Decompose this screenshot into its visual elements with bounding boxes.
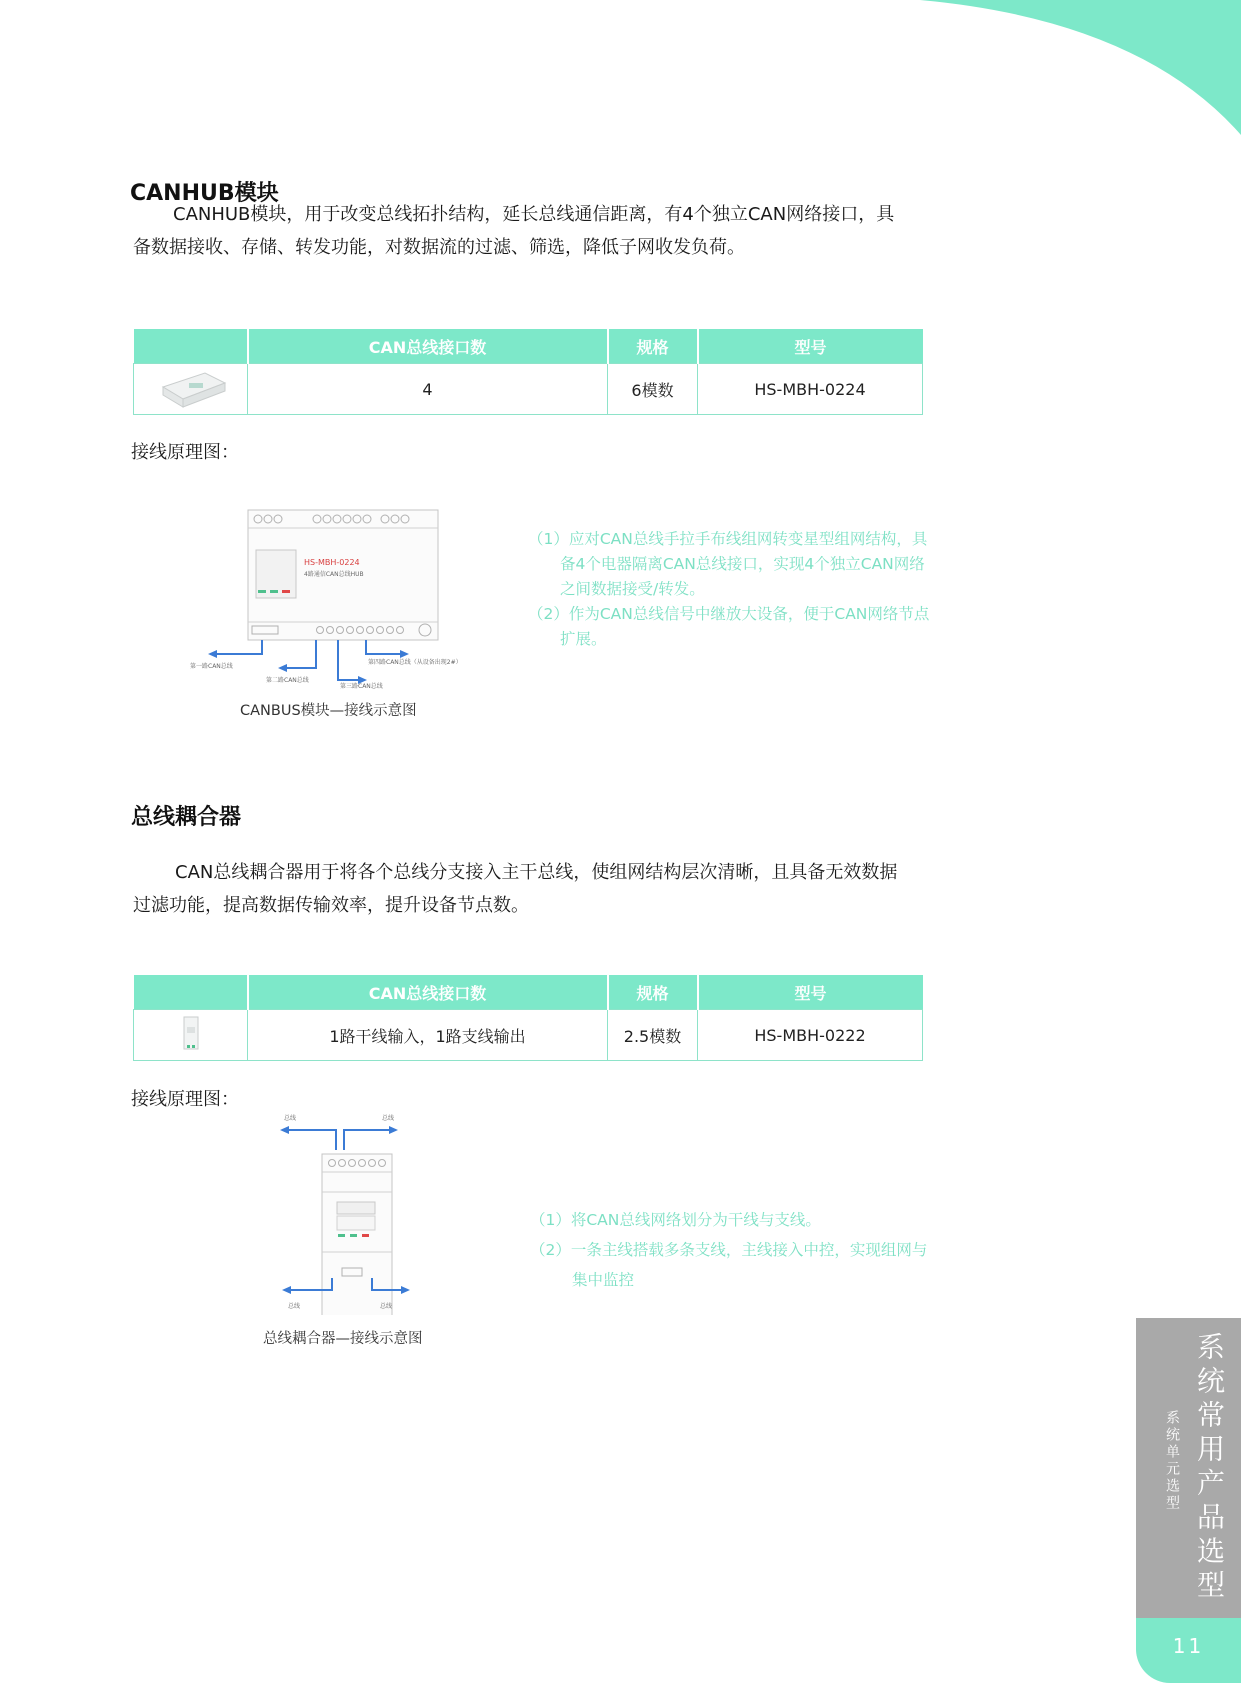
table-header-row — [134, 975, 923, 1010]
note-line: 之间数据接受/转发。 — [560, 580, 705, 598]
wiring-label-coupler: 接线原理图： — [131, 1089, 239, 1110]
diagram-label: 总线 — [284, 1115, 297, 1122]
table-header-image — [134, 329, 248, 364]
sidebar-title: 系统常用产品选型 — [1193, 1332, 1226, 1604]
spec-table-coupler — [133, 975, 923, 1061]
wiring-label-canhub: 接线原理图： — [131, 442, 239, 463]
section-description-coupler — [133, 856, 1003, 922]
canhub-wiring-diagram — [190, 500, 480, 690]
table-header-interfaces: CAN总线接口数 — [248, 975, 608, 1010]
table-header-image — [134, 975, 248, 1010]
diagram-caption-coupler: 总线耦合器—接线示意图 — [263, 1331, 423, 1347]
coupler-wiring-diagram — [280, 1110, 430, 1315]
product-thumbnail — [134, 364, 248, 415]
desc-line: 过滤功能，提高数据传输效率，提升设备节点数。 — [133, 895, 529, 916]
note-line: （2）作为CAN总线信号中继放大设备，便于CAN网络节点 — [528, 605, 930, 623]
diagram-label: 总线 — [382, 1115, 395, 1122]
notes-coupler — [530, 1205, 980, 1295]
table-row — [134, 364, 923, 415]
table-header-spec: 规格 — [608, 975, 698, 1010]
device-model-label: HS-MBH-0224 — [304, 558, 360, 567]
desc-line: CANHUB模块，用于改变总线拓扑结构，延长总线通信距离，有4个独立CAN网络接口，具 — [173, 204, 895, 225]
canhub-product-image — [151, 365, 231, 409]
note-line: 扩展。 — [560, 630, 607, 648]
spec-cell: 6模数 — [608, 364, 698, 415]
note-line: 备4个电器隔离CAN总线接口，实现4个独立CAN网络 — [560, 555, 925, 573]
page-number: 11 — [1136, 1618, 1241, 1683]
diagram-label: 第一路CAN总线 — [190, 663, 233, 670]
desc-line: CAN总线耦合器用于将各个总线分支接入主干总线，使组网结构层次清晰，且具备无效数据 — [175, 862, 898, 883]
table-header-spec: 规格 — [608, 329, 698, 364]
note-line: （2）一条主线搭载多条支线，主线接入中控，实现组网与 — [530, 1241, 928, 1259]
interfaces-cell: 4 — [248, 364, 608, 415]
diagram-caption-canhub: CANBUS模块—接线示意图 — [240, 703, 417, 719]
table-header-model: 型号 — [698, 975, 923, 1010]
diagram-label: 总线 — [288, 1303, 301, 1310]
product-thumbnail — [134, 1010, 248, 1061]
spec-cell: 2.5模数 — [608, 1010, 698, 1061]
sidebar-section-tab — [1136, 1318, 1241, 1618]
model-cell: HS-MBH-0224 — [698, 364, 923, 415]
spec-table-canhub — [133, 329, 923, 415]
table-header-interfaces: CAN总线接口数 — [248, 329, 608, 364]
note-line: 集中监控 — [572, 1271, 635, 1289]
notes-canhub — [528, 527, 948, 652]
table-header-row — [134, 329, 923, 364]
desc-line: 备数据接收、存储、转发功能，对数据流的过滤、筛选，降低子网收发负荷。 — [133, 237, 745, 258]
device-sub-label: 4路通信CAN总线HUB — [304, 571, 364, 578]
corner-decoration — [0, 0, 1241, 140]
interfaces-cell: 1路干线输入，1路支线输出 — [248, 1010, 608, 1061]
diagram-label: 第二路CAN总线 — [266, 677, 309, 684]
table-row — [134, 1010, 923, 1061]
note-line: （1）将CAN总线网络划分为干线与支线。 — [530, 1211, 821, 1229]
note-line: （1）应对CAN总线手拉手布线组网转变星型组网结构，具 — [528, 530, 928, 548]
coupler-product-image — [176, 1011, 206, 1055]
model-cell: HS-MBH-0222 — [698, 1010, 923, 1061]
table-header-model: 型号 — [698, 329, 923, 364]
section-title-canhub: CANHUB模块 — [130, 181, 279, 206]
sidebar-subtitle: 系统单元选型 — [1164, 1410, 1180, 1512]
section-description-canhub — [133, 198, 953, 264]
diagram-label: 第四路CAN总线（从设备出现2#） — [368, 659, 462, 666]
diagram-label: 第三路CAN总线 — [340, 683, 383, 690]
section-title-coupler: 总线耦合器 — [131, 805, 242, 830]
diagram-label: 总线 — [380, 1303, 393, 1310]
